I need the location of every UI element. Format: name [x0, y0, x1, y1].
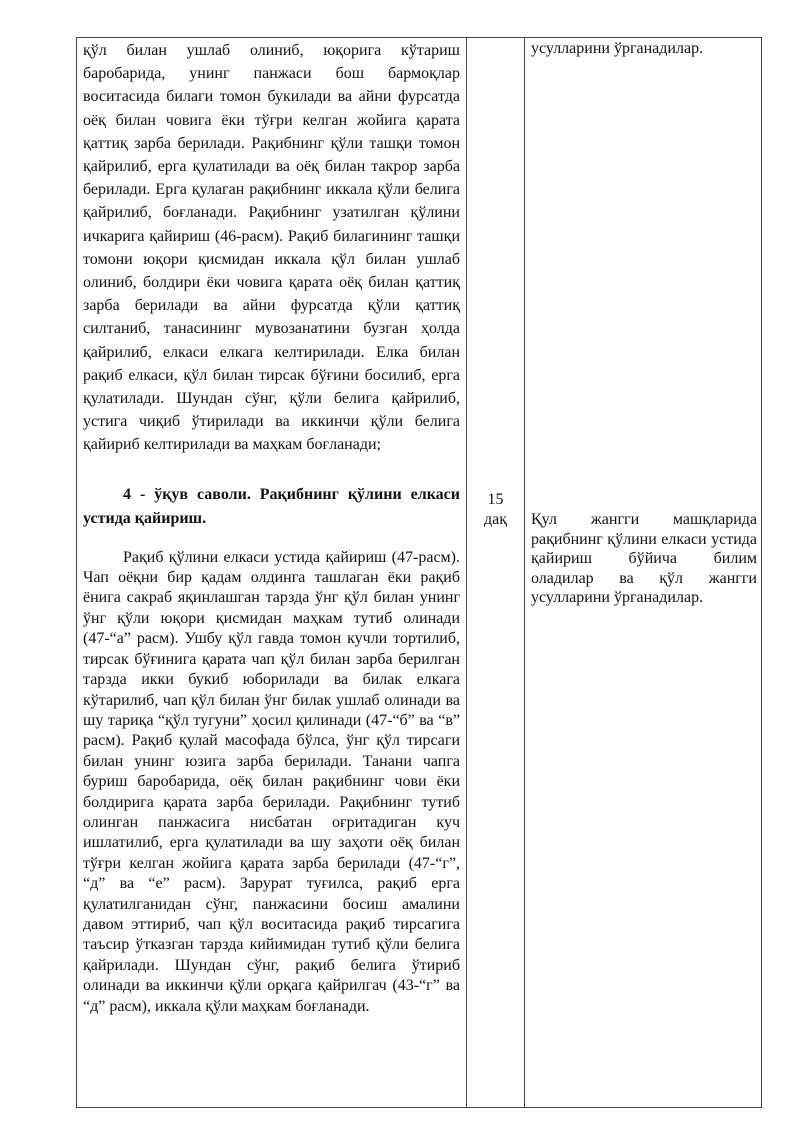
outcome-column-top [531, 38, 757, 60]
lesson-table [76, 37, 762, 1108]
time-column [467, 490, 524, 530]
paragraph-shoulder-twist: Рақиб қўлини елкаси устида қайириш (47-расм). Чап оёқни бир қадам олдинга ташлаган ёки рақиб ёнига сакраб яқинлашган тарзда ўнг қўл билан унинг ўнг қўли юқори қисмидан маҳкам тутиб олинади (47-“а” расм). Ушбу қўл гавда томон кучли тортилиб, тирсак бўғинига қарата чап қўл билан зарба берилган тарзда икки букиб юборилади ва билак елкага кўтарилиб, чап қўл билан ўнг билак ушлаб олинади ва шу тариқа “қўл тугуни” ҳосил қилинади (47-“б” ва “в” расм). Рақиб қулай масофада бўлса, ўнг қўл тирсаги билан унинг юзига зарба берилади. Танани чапга буриш баробарида, оёқ билан рақибнинг чови ёки болдирига қарата зарба берилади. Рақибнинг тутиб олинган панжасига нисбатан оғритадиган куч ишлатилиб, ерга қулатилади ва шу заҳоти оёқ билан тўғри келган жойига қарата зарба берилади (47-“г”, “д” ва “е” расм). Зарурат туғилса, рақиб ерга қулатилганидан сўнг, панжасини босиш амалини давом эттириб, чап қўл воситасида рақиб тирсагига таъсир ўтказган тарзда кийимидан тутиб қўли белига қайрилади. Шундан сўнг, рақиб белига ўтириб олинади ва иккинчи қўли орқага қайрилгач (43-“г” ва “д” расм), иккала қўли маҳкам боғланади. [83, 548, 460, 1015]
paragraph-continued: қўл билан ушлаб олиниб, юқорига кўтариш баробарида, унинг панжаси бош бармоқлар воситасида билаги томон букилади ва айни фурсатда оёқ билан човига ёки тўғри келган жойига қарата қаттиқ зарба берилади. Рақибнинг қўли ташқи томон қайрилиб, ерга қулатилади ва оёқ билан такрор зарба берилади. Ерга қулаган рақибнинг иккала қўли белига қайрилиб, боғланади. Рақибнинг узатилган қўлини ичкарига қайириш (46-расм). Рақиб билагининг ташқи томони юқори қисмидан иккала қўл билан ушлаб олиниб, болдири ёки човига қарата оёқ билан қаттиқ зарба берилади ва айни фурсатда қўли қаттиқ силтаниб, танасининг мувозанатини бузган ҳолда қайрилиб, елкаси елкага келтирилади. Елка билан рақиб елкаси, қўл билан тирсак бўғини босилиб, ерга қулатилади. Шундан сўнг, қўли белига қайрилиб, устига чиқиб ўтирилади ва иккинчи қўли белига қайириб келтирилади ва маҳкам боғланади; [83, 42, 460, 454]
outcome-text-top: усулларини ўрганадилар. [531, 40, 704, 57]
outcome-text-middle: Қул жангги машқларида рақибнинг қўлини елкаси устида қайириш бўйича билим оладилар ва қўл жангги усулларини ўрганадилар. [531, 511, 757, 606]
column-divider [466, 38, 467, 1107]
time-unit: дақ [483, 511, 507, 528]
column-divider [524, 38, 525, 1107]
section-heading: 4 - ўқув саволи. Рақибнинг қўлини елкаси устида қайириш. [83, 485, 460, 528]
content-column [83, 38, 460, 1017]
time-value: 15 [487, 491, 504, 508]
outcome-column-middle [531, 510, 757, 608]
